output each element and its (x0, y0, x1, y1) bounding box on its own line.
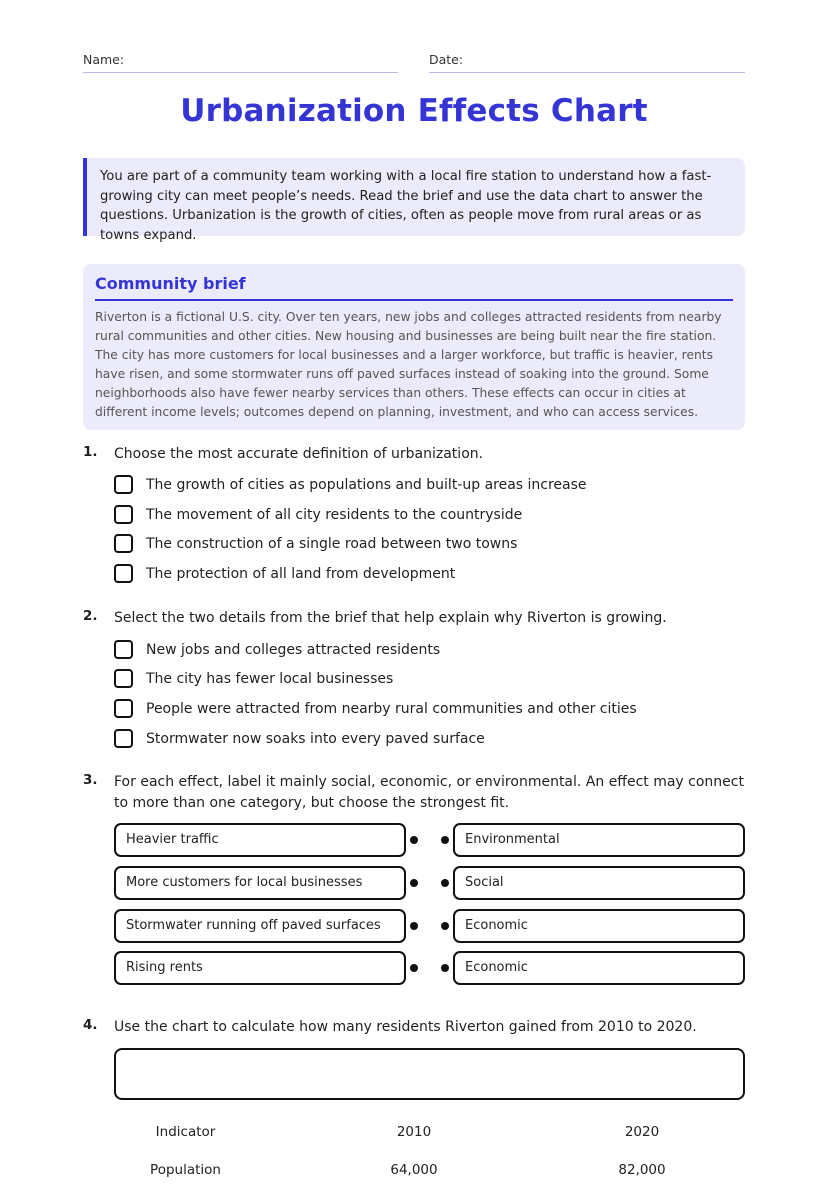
name-field[interactable] (83, 52, 398, 73)
connector-dot[interactable] (410, 922, 418, 930)
question-number: 2. (83, 608, 98, 624)
question-text: Use the chart to calculate how many residents Riverton gained from 2010 to 2020. (114, 1019, 697, 1035)
connector-dot[interactable] (441, 879, 449, 887)
table-row (114, 1156, 745, 1194)
question-text: Select the two details from the brief that help explain why Riverton is growing. (114, 610, 667, 626)
option-label: The protection of all land from development (146, 566, 456, 582)
checkbox[interactable] (114, 564, 133, 583)
effect-item[interactable]: More customers for local businesses (114, 866, 406, 900)
answer-box[interactable] (114, 1048, 745, 1100)
effect-item[interactable]: Heavier traffic (114, 823, 406, 857)
option-row[interactable] (114, 729, 734, 753)
brief-text: Riverton is a fictional U.S. city. Over ten years, new jobs and colleges attracted residents from nearby rural communities and other cities. New housing and businesses are being built near the fire station. The city has more customers for local businesses and a larger workforce, but traffic is heavier, rents have risen, and some stormwater runs off paved surfaces instead of soaking into the ground. Some neighborhoods also have fewer nearby services than others. These effects can occur in cities at different income levels; outcomes depend on planning, investment, and who can access services. (95, 310, 722, 419)
date-field[interactable] (429, 52, 745, 73)
question-number: 4. (83, 1017, 98, 1033)
question-number: 1. (83, 444, 98, 460)
checkbox[interactable] (114, 669, 133, 688)
checkbox[interactable] (114, 534, 133, 553)
question-number: 3. (83, 772, 98, 788)
match-row (114, 909, 745, 944)
option-label: People were attracted from nearby rural communities and other cities (146, 701, 637, 717)
table-header-row (114, 1118, 745, 1156)
header-fields (83, 52, 745, 74)
connector-dot[interactable] (410, 879, 418, 887)
category-item[interactable]: Economic (453, 951, 745, 985)
table-cell: Population (150, 1162, 221, 1178)
match-row (114, 951, 745, 986)
option-row[interactable] (114, 505, 734, 529)
page-title: Urbanization Effects Chart (180, 93, 648, 129)
category-item[interactable]: Social (453, 866, 745, 900)
checkbox[interactable] (114, 505, 133, 524)
connector-dot[interactable] (410, 836, 418, 844)
effect-item[interactable]: Rising rents (114, 951, 406, 985)
intro-callout: You are part of a community team working with a local fire station to understand how a fast-growing city can meet people’s needs. Read the brief and use the data chart to answer the questions. Urbanization is the growth of cities, often as people move from rural areas or as towns expand. (83, 158, 745, 236)
match-row (114, 866, 745, 901)
checkbox[interactable] (114, 729, 133, 748)
column-header: 2020 (624, 1124, 660, 1140)
option-row[interactable] (114, 564, 734, 588)
category-item[interactable]: Environmental (453, 823, 745, 857)
connector-dot[interactable] (441, 922, 449, 930)
table-cell: 64,000 (390, 1162, 438, 1178)
option-label: New jobs and colleges attracted residents (146, 642, 441, 658)
community-brief (83, 264, 745, 430)
option-row[interactable] (114, 475, 734, 499)
connector-dot[interactable] (410, 964, 418, 972)
checkbox[interactable] (114, 475, 133, 494)
column-header: 2010 (396, 1124, 432, 1140)
option-label: The growth of cities as populations and built-up areas increase (146, 477, 587, 493)
option-row[interactable] (114, 669, 734, 693)
question-text: Choose the most accurate definition of urbanization. (114, 446, 484, 462)
name-label: Name: (83, 52, 125, 67)
option-label: Stormwater now soaks into every paved surface (146, 731, 485, 747)
option-label: The city has fewer local businesses (146, 671, 394, 687)
checkbox[interactable] (114, 699, 133, 718)
column-header: Indicator (155, 1124, 216, 1140)
date-label: Date: (429, 52, 464, 67)
question-text: For each effect, label it mainly social, economic, or environmental. An effect may connect to more than one category, but choose the strongest fit. (114, 774, 744, 811)
checkbox[interactable] (114, 640, 133, 659)
connector-dot[interactable] (441, 836, 449, 844)
option-label: The movement of all city residents to the countryside (146, 507, 523, 523)
data-chart-table (114, 1118, 745, 1194)
category-item[interactable]: Economic (453, 909, 745, 943)
option-row[interactable] (114, 640, 734, 664)
effect-item[interactable]: Stormwater running off paved surfaces (114, 909, 406, 943)
option-label: The construction of a single road between two towns (146, 536, 518, 552)
connector-dot[interactable] (441, 964, 449, 972)
match-row (114, 823, 745, 858)
option-row[interactable] (114, 699, 734, 723)
brief-title: Community brief (95, 274, 733, 301)
option-row[interactable] (114, 534, 734, 558)
table-cell: 82,000 (618, 1162, 666, 1178)
